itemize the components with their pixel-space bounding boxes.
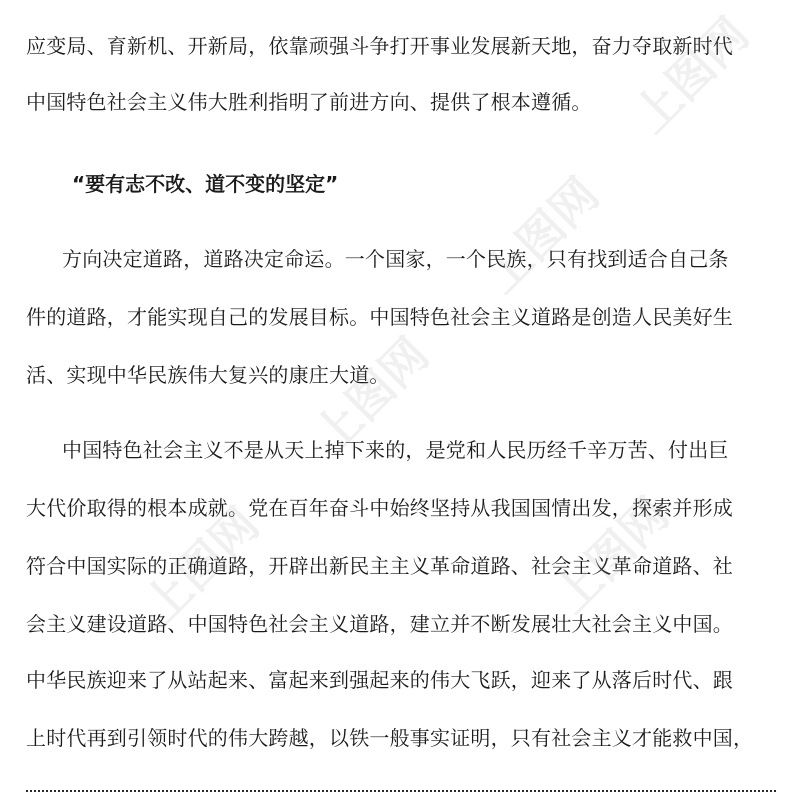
p2-line-1: 中国特色社会主义不是从天上掉下来的，是党和人民历经千辛万苦、付出巨	[62, 438, 729, 462]
p1-line-3: 活、实现中华民族伟大复兴的康庄大道。	[26, 363, 390, 387]
watermark: 上图网	[543, 487, 680, 624]
clipped-text-bottom	[26, 790, 776, 800]
p2-line-2: 大代价取得的根本成就。党在百年奋斗中始终坚持从我国国情出发，探索并形成	[26, 496, 733, 520]
p1-line-1: 方向决定道路，道路决定命运。一个国家，一个民族，只有找到适合自己条	[62, 247, 729, 271]
p2-line-4: 会主义建设道路、中国特色社会主义道路，建立并不断发展壮大社会主义中国。	[26, 612, 733, 636]
p2-line-3: 符合中国实际的正确道路，开辟出新民主主义革命道路、社会主义革命道路、社	[26, 554, 733, 578]
intro-line-1: 应变局、育新机、开新局，依靠顽强斗争打开事业发展新天地，奋力夺取新时代	[26, 34, 733, 58]
p2-line-5: 中华民族迎来了从站起来、富起来到强起来的伟大飞跃，迎来了从落后时代、跟	[26, 668, 733, 692]
watermark: 上图网	[623, 7, 760, 144]
watermark: 上图网	[303, 327, 440, 464]
intro-line-2: 中国特色社会主义伟大胜利指明了前进方向、提供了根本遵循。	[26, 90, 592, 114]
watermark: 上图网	[133, 497, 270, 634]
watermark: 上图网	[473, 167, 610, 304]
p1-line-2: 件的道路，才能实现自己的发展目标。中国特色社会主义道路是创造人民美好生	[26, 305, 733, 329]
section-heading: “要有志不改、道不变的坚定”	[72, 172, 339, 196]
p2-line-6: 上时代再到引领时代的伟大跨越，以铁一般事实证明，只有社会主义才能救中国，	[26, 726, 754, 750]
